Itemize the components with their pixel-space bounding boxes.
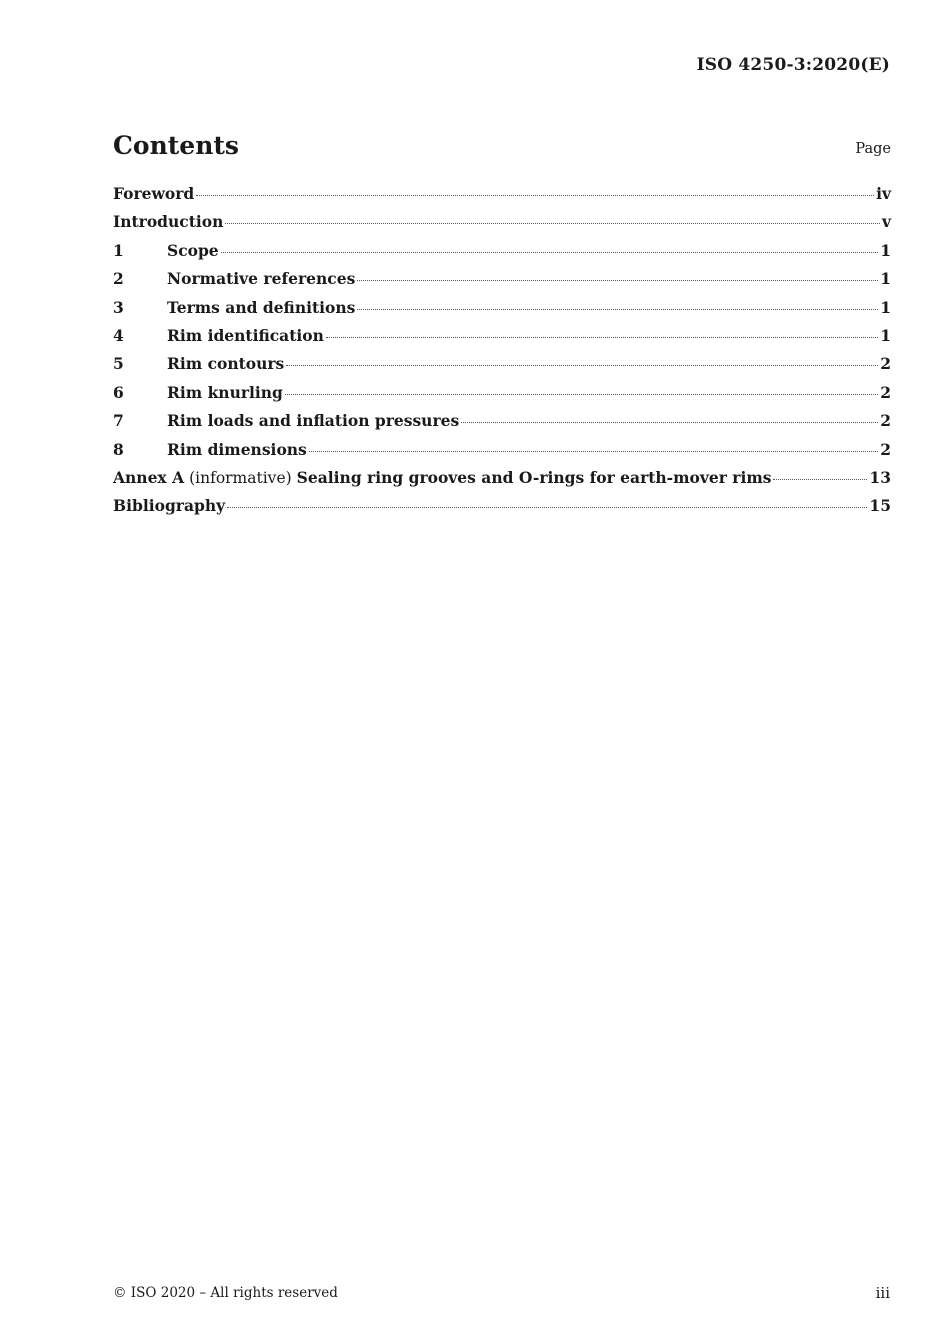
toc-leader-dots <box>326 337 878 338</box>
table-of-contents <box>113 184 891 525</box>
toc-entry-rim-dimensions[interactable] <box>113 440 891 468</box>
toc-entry-normative-references[interactable] <box>113 269 891 297</box>
toc-entry-number: 2 <box>113 269 124 289</box>
toc-entry-title: Introduction <box>113 212 224 232</box>
toc-leader-dots <box>227 507 867 508</box>
toc-leader-dots <box>225 223 880 224</box>
toc-entry-page: 2 <box>880 382 891 402</box>
toc-entry-title: Rim loads and inflation pressures <box>167 411 460 431</box>
toc-entry-title: Rim dimensions <box>167 439 307 459</box>
toc-entry-rim-identification[interactable] <box>113 326 891 354</box>
toc-annex-note: (informative) <box>189 468 292 487</box>
toc-leader-dots <box>285 394 878 395</box>
toc-entry-rim-loads[interactable] <box>113 411 891 439</box>
toc-entry-number: 6 <box>113 382 124 402</box>
toc-entry-rim-knurling[interactable] <box>113 383 891 411</box>
toc-entry-page: 1 <box>880 325 891 345</box>
toc-entry-title: Bibliography <box>113 496 226 516</box>
toc-leader-dots <box>773 479 867 480</box>
toc-entry-number: 5 <box>113 354 124 374</box>
toc-entry-bibliography[interactable] <box>113 496 891 524</box>
contents-title: Contents <box>113 131 240 160</box>
toc-entry-title: Rim identification <box>167 325 324 345</box>
toc-entry-page: 15 <box>869 496 891 516</box>
toc-leader-dots <box>221 252 879 253</box>
toc-leader-dots <box>357 309 878 310</box>
toc-entry-page: 1 <box>880 269 891 289</box>
toc-entry-page: iv <box>876 184 891 203</box>
toc-entry-page: 1 <box>880 297 891 317</box>
toc-entry-page: 2 <box>880 411 891 431</box>
toc-leader-dots <box>461 422 878 423</box>
toc-entry-title: Normative references <box>167 269 356 289</box>
toc-entry-page: 1 <box>880 240 891 260</box>
toc-entry-title: Terms and definitions <box>167 297 356 317</box>
toc-leader-dots <box>286 365 878 366</box>
toc-entry-number: 3 <box>113 297 124 317</box>
toc-entry-foreword[interactable] <box>113 184 891 212</box>
toc-entry-number: 4 <box>113 325 124 345</box>
footer-page-number: iii <box>875 1284 890 1302</box>
toc-entry-page: 2 <box>880 354 891 374</box>
toc-entry-rim-contours[interactable] <box>113 354 891 382</box>
toc-leader-dots <box>196 195 874 196</box>
toc-entry-number: 1 <box>113 240 124 260</box>
toc-leader-dots <box>309 451 878 452</box>
contents-header <box>113 131 891 163</box>
toc-entry-annex-a[interactable] <box>113 468 891 496</box>
toc-entry-terms-and-definitions[interactable] <box>113 298 891 326</box>
toc-entry-title: Scope <box>167 240 219 260</box>
document-id: ISO 4250-3:2020(E) <box>696 55 890 75</box>
toc-leader-dots <box>357 280 878 281</box>
page-column-label: Page <box>855 141 891 157</box>
toc-entry-page: 13 <box>869 467 891 487</box>
toc-entry-number: 7 <box>113 411 124 431</box>
toc-entry-page: 2 <box>880 439 891 459</box>
toc-entry-page: v <box>881 212 891 232</box>
toc-entry-title: Rim knurling <box>167 382 283 402</box>
toc-entry-number: 8 <box>113 439 124 459</box>
toc-annex-label: Annex A <box>113 467 185 487</box>
toc-entry-scope[interactable] <box>113 241 891 269</box>
toc-entry-title: Foreword <box>113 184 195 203</box>
toc-entry-title: Sealing ring grooves and O-rings for earth-mover rims <box>296 467 772 487</box>
footer-copyright: © ISO 2020 – All rights reserved <box>113 1285 338 1301</box>
toc-entry-title: Rim contours <box>167 354 285 374</box>
toc-entry-introduction[interactable] <box>113 212 891 240</box>
